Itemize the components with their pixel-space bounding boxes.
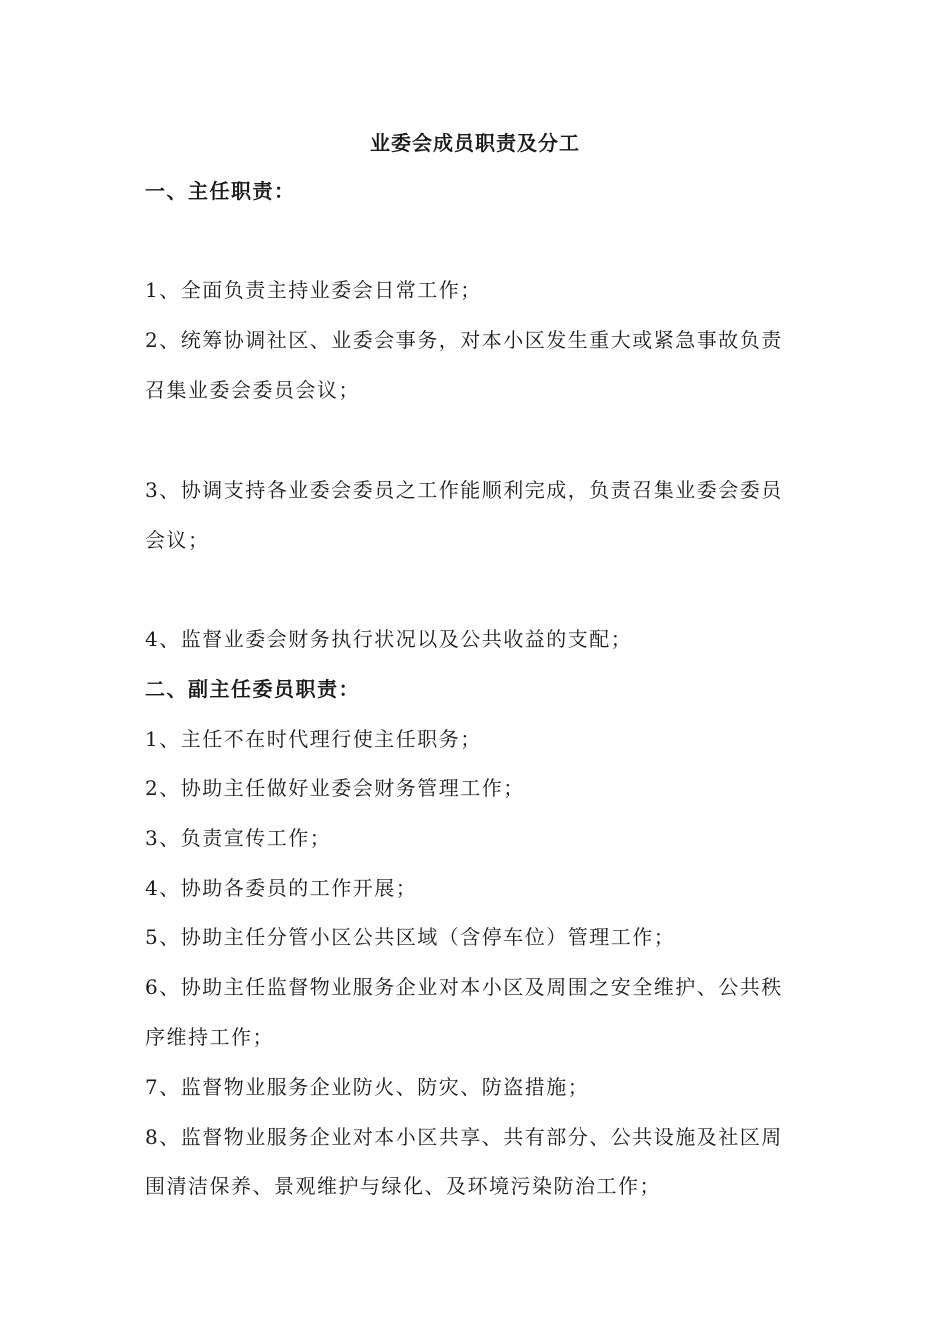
director-duty-1: 1、全面负责主持业委会日常工作； xyxy=(145,278,482,302)
director-duty-4: 4、监督业委会财务执行状况以及公共收益的支配； xyxy=(145,627,633,651)
document-title: 业委会成员职责及分工 xyxy=(370,131,580,155)
section-heading-deputy-director: 二、副主任委员职责： xyxy=(145,677,360,701)
deputy-duty-7: 7、监督物业服务企业防火、防灾、防盗措施； xyxy=(145,1075,590,1099)
director-duty-2-cont: 召集业委会委员会议； xyxy=(145,378,360,402)
deputy-duty-5: 5、协助主任分管小区公共区域（含停车位）管理工作； xyxy=(145,925,676,949)
director-duty-3-cont: 会议； xyxy=(145,528,210,552)
director-duty-3: 3、协调支持各业委会委员之工作能顺利完成，负责召集业委会委员 xyxy=(145,478,783,502)
deputy-duty-3: 3、负责宣传工作； xyxy=(145,826,332,850)
deputy-duty-8-cont: 围清洁保养、景观维护与绿化、及环境污染防治工作； xyxy=(145,1174,661,1198)
deputy-duty-4: 4、协助各委员的工作开展； xyxy=(145,876,418,900)
deputy-duty-1: 1、主任不在时代理行使主任职务； xyxy=(145,727,482,751)
section-heading-director: 一、主任职责： xyxy=(145,179,296,203)
deputy-duty-2: 2、协助主任做好业委会财务管理工作； xyxy=(145,776,525,800)
deputy-duty-6-cont: 序维持工作； xyxy=(145,1025,274,1049)
deputy-duty-8: 8、监督物业服务企业对本小区共享、共有部分、公共设施及社区周 xyxy=(145,1125,783,1149)
director-duty-2: 2、统筹协调社区、业委会事务，对本小区发生重大或紧急事故负责 xyxy=(145,328,783,352)
deputy-duty-6: 6、协助主任监督物业服务企业对本小区及周围之安全维护、公共秩 xyxy=(145,975,783,999)
